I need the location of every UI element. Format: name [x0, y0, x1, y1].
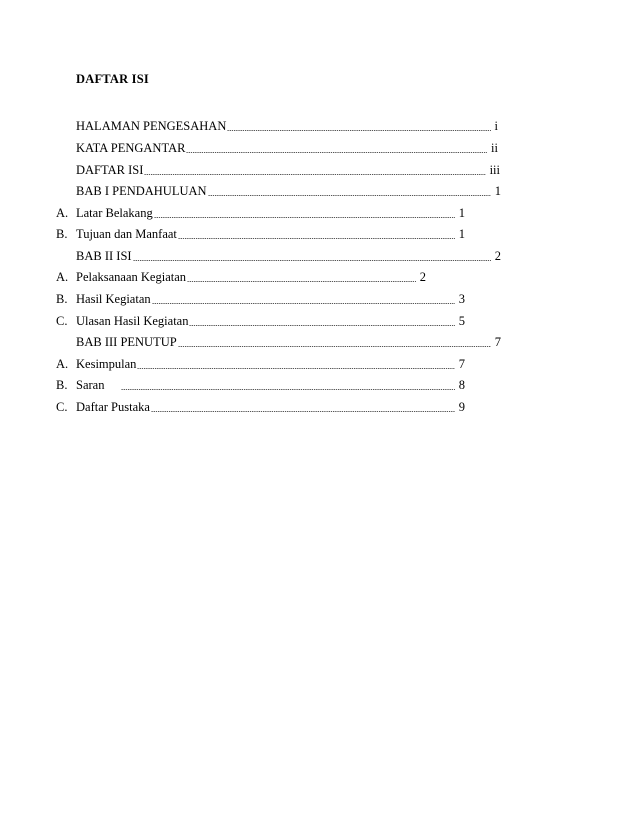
toc-entry-marker: B. [56, 292, 68, 306]
toc-entry [76, 334, 501, 350]
toc-leader-dots [154, 217, 455, 218]
toc-entry [76, 183, 501, 199]
toc-entry-label: Ulasan Hasil Kegiatan [76, 314, 189, 328]
toc-entry-marker: B. [56, 227, 68, 241]
toc-entry-marker: C. [56, 314, 68, 328]
toc-entry-label: Latar Belakang [76, 206, 153, 220]
toc-entry-page: i [494, 119, 498, 133]
toc-entry-label: Saran [76, 378, 105, 392]
toc-entry-page: 1 [458, 227, 465, 241]
toc-leader-dots [151, 411, 455, 412]
toc-leader-dots [133, 260, 491, 261]
toc-entry-page: 8 [458, 378, 465, 392]
toc-entry-label: BAB III PENUTUP [76, 335, 177, 349]
toc-entry-label: Kesimpulan [76, 357, 137, 371]
toc-entry [56, 377, 465, 393]
toc-entry-marker: A. [56, 206, 69, 220]
toc-entry-marker: C. [56, 400, 68, 414]
toc-entry [56, 226, 465, 242]
toc-entry [56, 313, 465, 329]
toc-leader-dots [187, 281, 416, 282]
toc-title: DAFTAR ISI [76, 72, 149, 86]
toc-entry-label: HALAMAN PENGESAHAN [76, 119, 227, 133]
toc-entry-label: Hasil Kegiatan [76, 292, 151, 306]
toc-entry-page: 5 [458, 314, 465, 328]
toc-entry [56, 205, 465, 221]
toc-entry-page: 7 [458, 357, 465, 371]
toc-entry [76, 118, 498, 134]
toc-entry [76, 248, 501, 264]
toc-entry-page: 7 [494, 335, 501, 349]
toc-entry [76, 140, 498, 156]
toc-entry [56, 269, 426, 285]
toc-entry-page: 1 [458, 206, 465, 220]
toc-entry-page: ii [491, 141, 498, 155]
toc-entry-label: BAB I PENDAHULUAN [76, 184, 207, 198]
toc-entry-page: iii [489, 163, 500, 177]
toc-leader-dots [152, 303, 455, 304]
toc-leader-dots [137, 368, 454, 369]
toc-leader-dots [178, 346, 491, 347]
toc-leader-dots [186, 152, 487, 153]
toc-leader-dots [121, 389, 454, 390]
toc-entry-label: BAB II ISI [76, 249, 132, 263]
toc-entry [56, 356, 465, 372]
toc-entry-page: 3 [458, 292, 465, 306]
toc-entry-label: KATA PENGANTAR [76, 141, 186, 155]
toc-entry-label: Daftar Pustaka [76, 400, 150, 414]
toc-leader-dots [189, 325, 454, 326]
toc-entry-page: 2 [419, 270, 426, 284]
toc-entry-marker: B. [56, 378, 68, 392]
toc-entry [56, 399, 465, 415]
toc-entry-marker: A. [56, 270, 69, 284]
toc-leader-dots [178, 238, 455, 239]
toc-entry [76, 162, 500, 178]
toc-entry-label: DAFTAR ISI [76, 163, 144, 177]
toc-entry-label: Tujuan dan Manfaat [76, 227, 177, 241]
toc-entry-page: 9 [458, 400, 465, 414]
toc-leader-dots [227, 130, 490, 131]
toc-leader-dots [144, 174, 485, 175]
toc-entry-label: Pelaksanaan Kegiatan [76, 270, 187, 284]
toc-entry-marker: A. [56, 357, 69, 371]
toc-entry-page: 1 [494, 184, 501, 198]
toc-entry [56, 291, 465, 307]
toc-leader-dots [208, 195, 491, 196]
toc-entry-page: 2 [494, 249, 501, 263]
